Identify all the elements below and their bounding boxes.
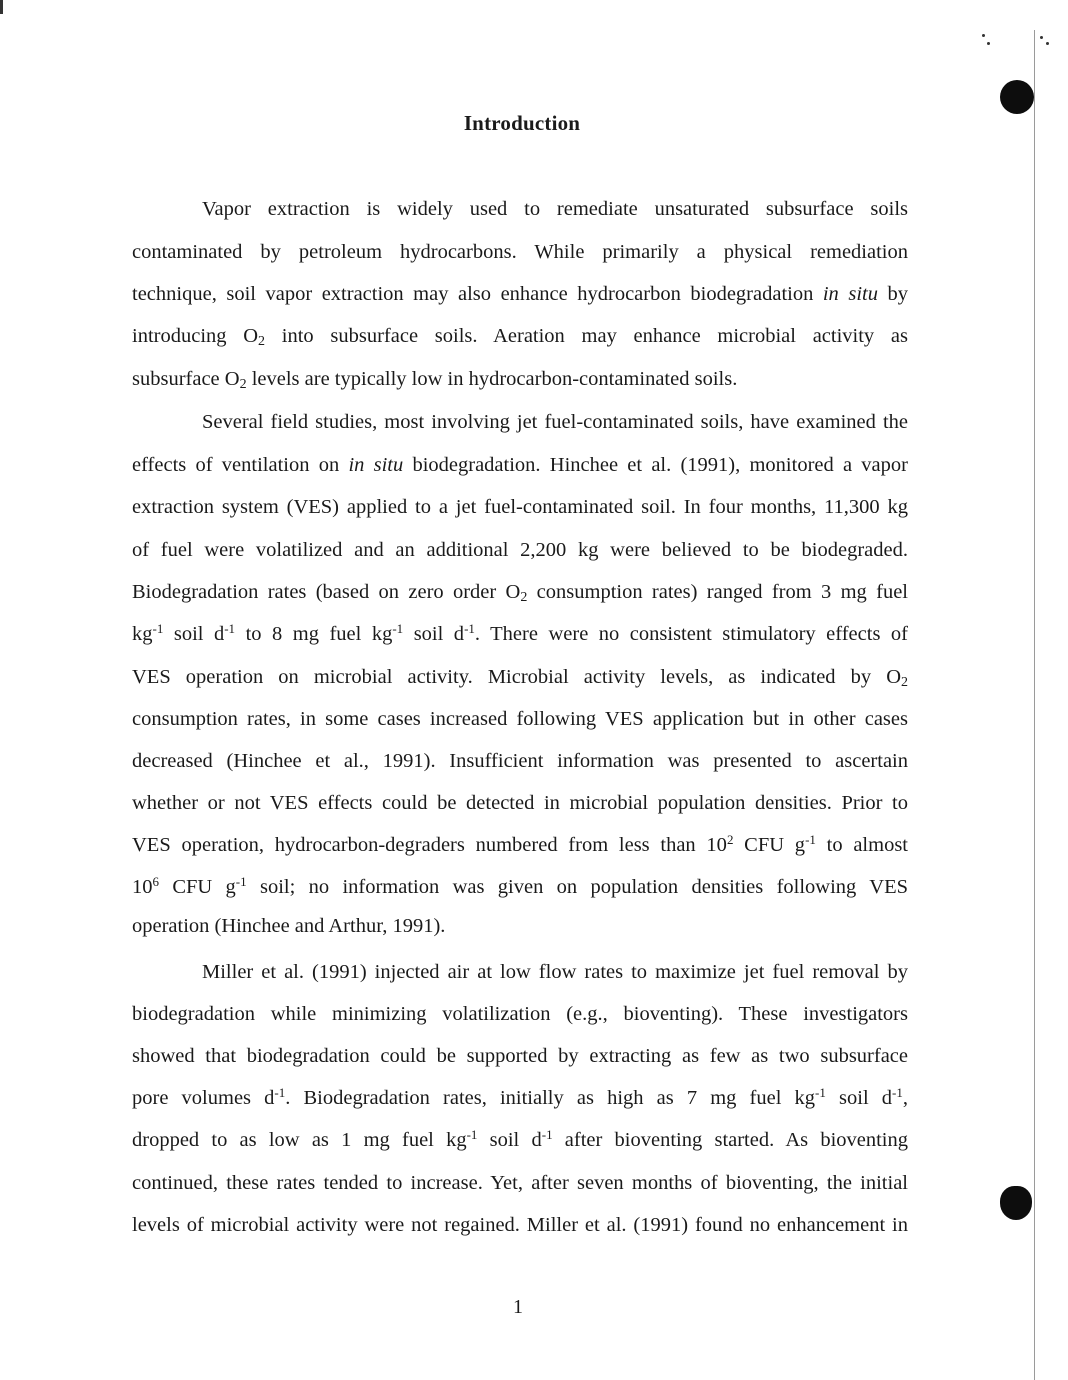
paragraph-line: Vapor extraction is widely used to remediate unsaturated subsurface soils <box>202 198 908 220</box>
paragraph-line: subsurface $O_2$ levels are typically low in hydrocarbon-contaminated soils. <box>132 368 738 392</box>
scan-speck <box>1046 42 1049 45</box>
page-number: 1 <box>513 1296 523 1318</box>
paragraph-line: $10^6$ CFU $g^{-1}$ soil; no information was given on population densities following VES <box>132 874 908 898</box>
paragraph-line: Biodegradation rates (based on zero order $O_2$ consumption rates) ranged from 3 mg fuel <box>132 581 908 605</box>
paragraph-line: consumption rates, in some cases increased following VES application but in other cases <box>132 708 908 730</box>
paragraph-line: VES operation, hydrocarbon-degraders numbered from less than $10^2$ CFU $g^{-1}$ to almost <box>132 832 908 856</box>
punch-hole-mark <box>1000 1186 1032 1220</box>
section-title: Introduction <box>463 111 581 135</box>
scan-edge-line <box>1034 30 1035 1380</box>
paragraph-line: VES operation on microbial activity. Microbial activity levels, as indicated by $O_2$ <box>132 666 908 690</box>
paragraph-line: pore volumes $d^{-1}$. Biodegradation rates, initially as high as 7 mg fuel $kg^{-1}$ soil $d^{-1}$, <box>132 1085 908 1109</box>
paragraph-line: levels of microbial activity were not regained. Miller et al. (1991) found no enhancement in <box>132 1214 908 1236</box>
scan-speck <box>982 34 985 37</box>
paragraph-line: Several field studies, most involving jet fuel-contaminated soils, have examined the <box>202 411 908 433</box>
punch-hole-mark <box>1000 80 1034 114</box>
paragraph-line: continued, these rates tended to increase. Yet, after seven months of bioventing, the initial <box>132 1172 908 1194</box>
scan-speck <box>0 0 3 14</box>
paragraph-line: biodegradation while minimizing volatilization (e.g., bioventing). These investigators <box>132 1003 908 1025</box>
paragraph-line: extraction system (VES) applied to a jet fuel-contaminated soil. In four months, 11,300 kg <box>132 496 908 518</box>
scan-speck <box>1040 36 1043 39</box>
paragraph-line: Miller et al. (1991) injected air at low flow rates to maximize jet fuel removal by <box>202 961 908 983</box>
paragraph-line: of fuel were volatilized and an additional 2,200 kg were believed to be biodegraded. <box>132 539 908 561</box>
paragraph-line: decreased (Hinchee et al., 1991). Insufficient information was presented to ascertain <box>132 750 908 772</box>
scan-speck <box>987 42 990 45</box>
paragraph-line: whether or not VES effects could be detected in microbial population densities. Prior to <box>132 792 908 814</box>
paragraph-line: $kg^{-1}$ soil $d^{-1}$ to 8 mg fuel $kg^{-1}$ soil $d^{-1}$. There were no consistent stimulatory effects of <box>132 621 908 645</box>
paragraph-line: showed that biodegradation could be supported by extracting as few as two subsurface <box>132 1045 908 1067</box>
paragraph-line: operation (Hinchee and Arthur, 1991). <box>132 915 446 937</box>
paragraph-line: effects of ventilation on in situ biodegradation. Hinchee et al. (1991), monitored a vapor <box>132 454 908 476</box>
paragraph-line: contaminated by petroleum hydrocarbons. While primarily a physical remediation <box>132 241 908 263</box>
paragraph-line: dropped to as low as 1 mg fuel $kg^{-1}$ soil $d^{-1}$ after bioventing started. As bioventing <box>132 1127 908 1151</box>
paragraph-line: introducing $O_2$ into subsurface soils. Aeration may enhance microbial activity as <box>132 325 908 349</box>
paragraph-line: technique, soil vapor extraction may also enhance hydrocarbon biodegradation in situ by <box>132 283 908 305</box>
